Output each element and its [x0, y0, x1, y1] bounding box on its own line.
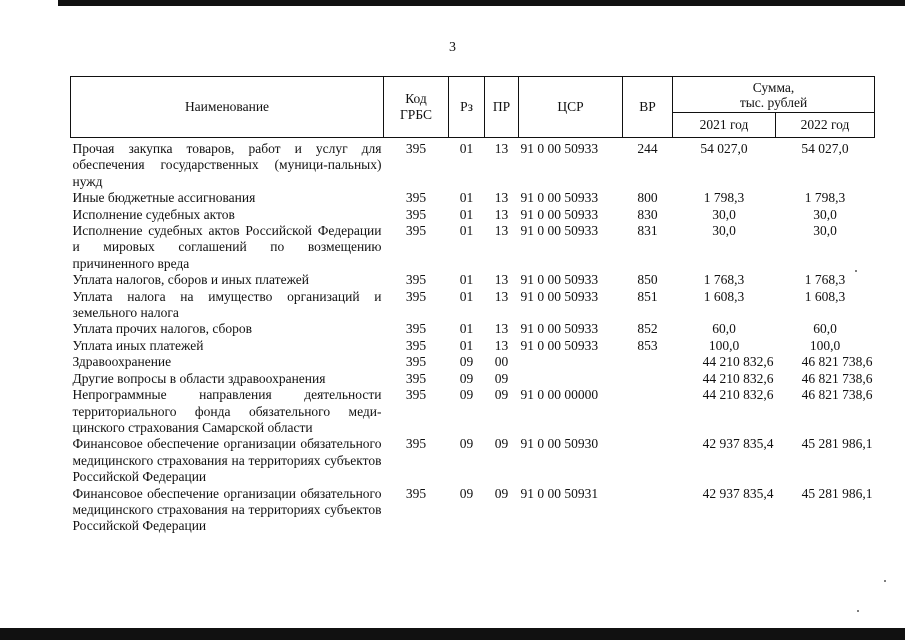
row-name: Исполнение судебных актов: [72, 206, 235, 222]
budget-table: [70, 76, 875, 535]
row-sum-2021: 44 210 832,6: [702, 387, 774, 403]
row-sum-2021: 42 937 835,4: [702, 485, 774, 501]
row-sum-2021: 1 798,3: [703, 190, 745, 206]
row-sum-2022: 46 821 738,6: [801, 354, 873, 370]
row-vr: [623, 387, 673, 436]
table-row: [71, 486, 875, 535]
table-body: [71, 138, 875, 535]
row-vr: 800: [637, 190, 658, 206]
row-code: 395: [405, 223, 427, 239]
row-sum-2022: 1 798,3: [804, 190, 846, 206]
row-name: Финансовое обеспечение организации обязательного медицинского страхования на территориях субъектов Российской Федерации: [72, 485, 382, 534]
row-vr: [623, 371, 673, 387]
row-pr: 09: [494, 436, 509, 452]
page-number: 3: [449, 40, 456, 55]
row-sum-2022: 60,0: [813, 321, 837, 337]
row-rz: 01: [459, 272, 474, 288]
table-row: [71, 289, 875, 322]
table-row: [71, 138, 875, 191]
table-row: [71, 321, 875, 337]
row-csr: 91 0 00 50933: [520, 272, 599, 288]
row-vr: 244: [637, 141, 658, 156]
table-row: [71, 436, 875, 485]
header-sum: [673, 77, 875, 113]
row-sum-2022: 46 821 738,6: [801, 387, 873, 403]
row-code: 395: [405, 190, 427, 206]
row-sum-2021: 44 210 832,6: [702, 370, 774, 386]
scan-speck: [884, 580, 886, 582]
row-pr: 13: [494, 206, 509, 222]
row-csr: [519, 371, 623, 387]
row-vr: 851: [637, 288, 658, 304]
row-sum-2022: 1 768,3: [804, 272, 846, 288]
row-code: 395: [405, 321, 427, 337]
row-vr: [623, 436, 673, 485]
row-sum-2021: 30,0: [712, 206, 736, 222]
row-csr: 91 0 00 50933: [520, 223, 599, 239]
row-name: Иные бюджетные ассигнования: [72, 190, 256, 206]
row-name: Исполнение судебных актов Российской Федерации и мировых соглашений по возмещению причиненного вреда: [72, 223, 382, 271]
header-sum-line2: тыс. рублей: [739, 94, 808, 110]
row-sum-2022: 45 281 986,1: [801, 485, 873, 501]
row-csr: [519, 354, 623, 370]
table-row: [71, 371, 875, 387]
row-name: Уплата прочих налогов, сборов: [72, 321, 252, 337]
row-name: Уплата налога на имущество организаций и земельного налога: [72, 288, 382, 321]
row-pr: 13: [494, 321, 509, 337]
row-sum-2021: 60,0: [712, 321, 736, 337]
row-vr: [623, 354, 673, 370]
header-vr: ВР: [623, 77, 673, 138]
row-pr: 13: [494, 272, 509, 288]
header-csr: ЦСР: [519, 77, 623, 138]
row-name: Уплата налогов, сборов и иных платежей: [72, 272, 309, 288]
row-sum-2021: 54 027,0: [700, 141, 748, 156]
row-pr: 13: [494, 223, 509, 239]
row-sum-2021: 1 608,3: [703, 288, 745, 304]
row-sum-2022: 100,0: [809, 337, 841, 353]
row-rz: 01: [459, 337, 474, 353]
row-code: 395: [405, 436, 427, 452]
header-rz: Рз: [449, 77, 485, 138]
header-year-2021: 2021 год: [673, 113, 776, 138]
row-sum-2021: 30,0: [712, 223, 736, 239]
row-pr: 13: [494, 190, 509, 206]
row-csr: 91 0 00 50931: [520, 485, 599, 501]
row-code: 395: [405, 141, 427, 156]
header-year-2022: 2022 год: [776, 113, 875, 138]
row-csr: 91 0 00 50933: [520, 206, 599, 222]
row-sum-2022: 1 608,3: [804, 288, 846, 304]
row-vr: 830: [637, 206, 658, 222]
row-rz: 09: [459, 436, 474, 452]
row-code: 395: [405, 337, 427, 353]
row-rz: 09: [459, 387, 474, 403]
row-vr: 831: [637, 223, 658, 239]
row-csr: 91 0 00 50933: [520, 337, 599, 353]
row-code: 395: [405, 354, 427, 370]
row-csr: 91 0 00 50933: [520, 288, 599, 304]
row-pr: 13: [494, 141, 509, 156]
row-rz: 01: [459, 288, 474, 304]
header-name: Наименование: [71, 77, 384, 138]
row-pr: 00: [494, 354, 509, 370]
row-pr: 13: [494, 337, 509, 353]
header-pr: ПР: [485, 77, 519, 138]
table-row: [71, 387, 875, 436]
row-rz: 09: [459, 354, 474, 370]
row-sum-2022: 30,0: [813, 223, 837, 239]
table-row: [71, 190, 875, 206]
row-vr: [623, 486, 673, 535]
row-csr: 91 0 00 50933: [520, 141, 599, 156]
row-csr: 91 0 00 50933: [520, 321, 599, 337]
table-row: [71, 354, 875, 370]
table-row: [71, 338, 875, 354]
row-csr: 91 0 00 50933: [520, 190, 599, 206]
scan-speck: [857, 610, 859, 612]
row-pr: 09: [494, 485, 509, 501]
row-code: 395: [405, 288, 427, 304]
scan-border-top: [58, 0, 905, 6]
row-rz: 01: [459, 141, 474, 156]
row-rz: 01: [459, 321, 474, 337]
header-code: [384, 77, 449, 138]
row-rz: 09: [459, 485, 474, 501]
row-pr: 09: [494, 387, 509, 403]
row-code: 395: [405, 370, 427, 386]
row-csr: 91 0 00 50930: [520, 436, 599, 452]
row-name: Здравоохранение: [72, 354, 172, 370]
row-vr: 850: [637, 272, 658, 288]
row-pr: 13: [494, 288, 509, 304]
row-vr: 853: [637, 337, 658, 353]
row-sum-2021: 100,0: [708, 337, 740, 353]
row-rz: 01: [459, 206, 474, 222]
row-sum-2022: 46 821 738,6: [801, 370, 873, 386]
row-sum-2022: 45 281 986,1: [801, 436, 873, 452]
row-sum-2022: 30,0: [813, 206, 837, 222]
row-name: Другие вопросы в области здравоохранения: [72, 370, 326, 386]
header-code-line1: Код: [405, 90, 427, 106]
header-code-line2: ГРБС: [400, 107, 432, 122]
row-csr: 91 0 00 00000: [520, 387, 599, 403]
row-sum-2021: 44 210 832,6: [702, 354, 774, 370]
row-name: Финансовое обеспечение организации обязательного медицинского страхования на территориях субъектов Российской Федерации: [72, 436, 382, 485]
row-vr: 852: [637, 321, 658, 337]
row-code: 395: [405, 485, 427, 501]
row-code: 395: [405, 272, 427, 288]
row-sum-2022: 54 027,0: [801, 141, 849, 156]
row-sum-2021: 1 768,3: [703, 272, 745, 288]
table-row: [71, 207, 875, 223]
row-name: Прочая закупка товаров, работ и услуг для обеспечения государственных (муници-пальных) нужд: [72, 141, 382, 189]
row-name: Уплата иных платежей: [72, 337, 204, 353]
row-code: 395: [405, 206, 427, 222]
table-row: [71, 223, 875, 272]
row-sum-2021: 42 937 835,4: [702, 436, 774, 452]
row-name: Непрограммные направления деятельности территориального фонда обязательного меди-цинского страхования Самарской области: [72, 387, 382, 435]
row-rz: 09: [459, 370, 474, 386]
row-pr: 09: [494, 370, 509, 386]
row-rz: 01: [459, 223, 474, 239]
header-sum-line1: Сумма,: [752, 79, 795, 95]
row-code: 395: [405, 387, 427, 403]
scan-border-bottom: [0, 628, 905, 640]
table-row: [71, 272, 875, 288]
row-rz: 01: [459, 190, 474, 206]
